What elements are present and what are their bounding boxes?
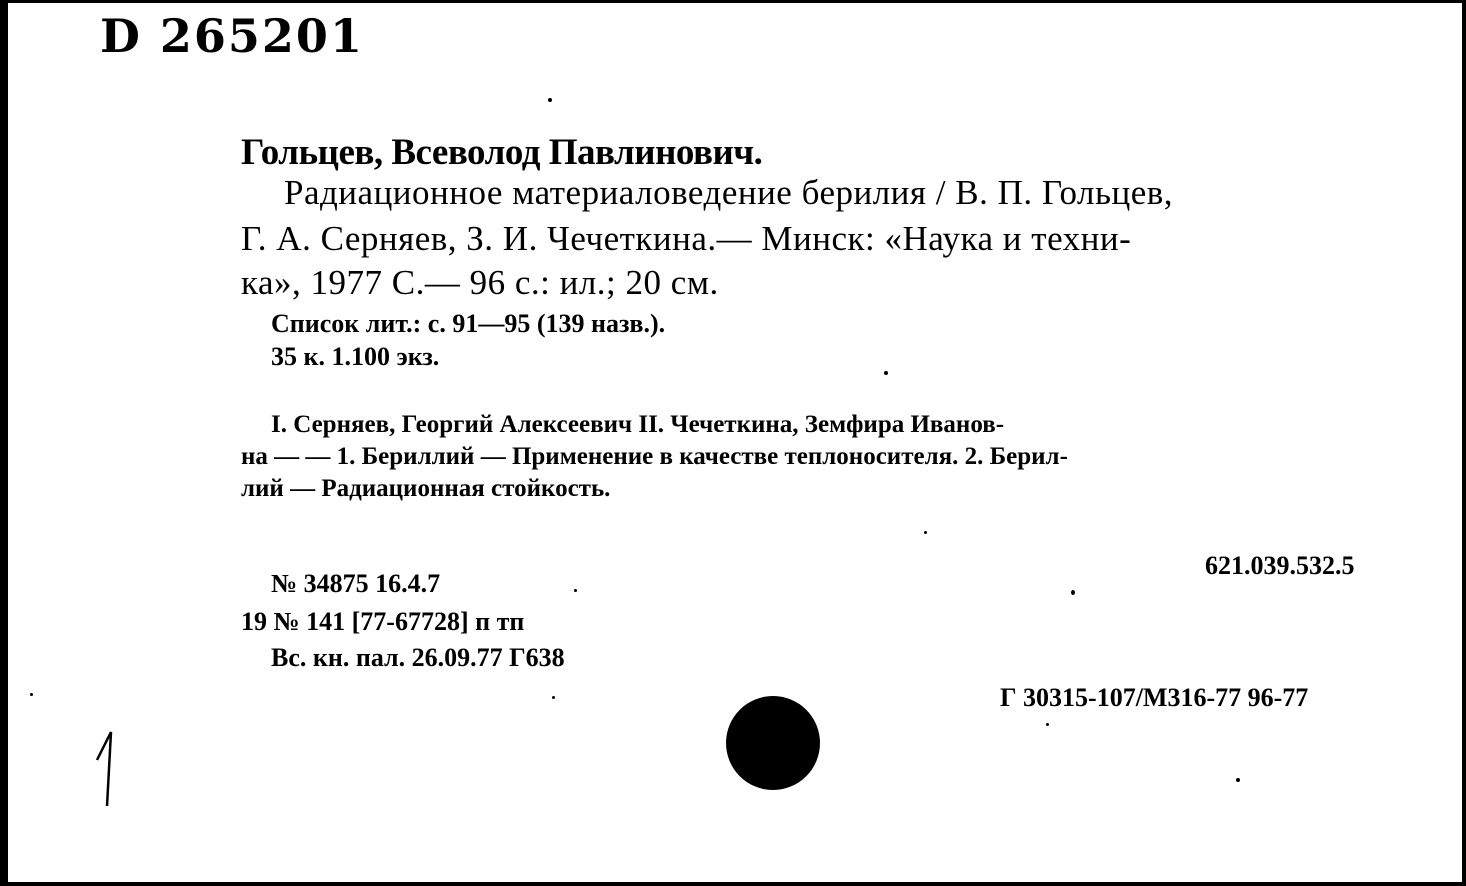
tracing-line-2: на — — 1. Бериллий — Применение в качестве теплоносителя. 2. Берил-	[241, 443, 1068, 470]
speck	[1071, 590, 1075, 595]
speck	[548, 98, 552, 102]
speck	[574, 589, 577, 592]
publisher-code: Г 30315-107/М316-77 96-77	[1000, 683, 1309, 712]
author-heading: Гольцев, Всеволод Павлинович.	[241, 132, 763, 173]
udc-number: 621.039.532.5	[1205, 551, 1355, 580]
speck	[1046, 723, 1049, 726]
catalog-line-2: 19 № 141 [77-67728] п тп	[241, 607, 525, 636]
tracing-line-1: I. Серняев, Георгий Алексеевич II. Чечеткина, Земфира Иванов-	[271, 411, 1005, 438]
handwritten-catalog-id: D 265201	[100, 9, 364, 63]
title-line-2: Г. А. Серняев, З. И. Чечеткина.— Минск: «Наука и техни-	[241, 219, 1132, 258]
catalog-card	[8, 3, 1462, 882]
tracing-line-3: лий — Радиационная стойкость.	[241, 475, 611, 502]
punch-hole	[726, 696, 820, 790]
speck	[552, 696, 555, 699]
handwritten-mark-icon	[93, 728, 123, 808]
price-copies-note: 35 к. 1.100 экз.	[271, 342, 440, 371]
speck	[924, 531, 927, 534]
catalog-line-1: № 34875 16.4.7	[271, 569, 441, 598]
speck	[884, 371, 888, 375]
speck	[1236, 778, 1240, 782]
title-line-1: Радиационное материаловедение берилия / В. П. Гольцев,	[284, 173, 1174, 212]
title-line-3: ка», 1977 С.— 96 с.: ил.; 20 см.	[241, 263, 719, 302]
speck	[30, 693, 33, 696]
catalog-line-3: Вс. кн. пал. 26.09.77 Г638	[271, 643, 565, 672]
bibliography-note: Список лит.: с. 91—95 (139 назв.).	[271, 309, 666, 338]
